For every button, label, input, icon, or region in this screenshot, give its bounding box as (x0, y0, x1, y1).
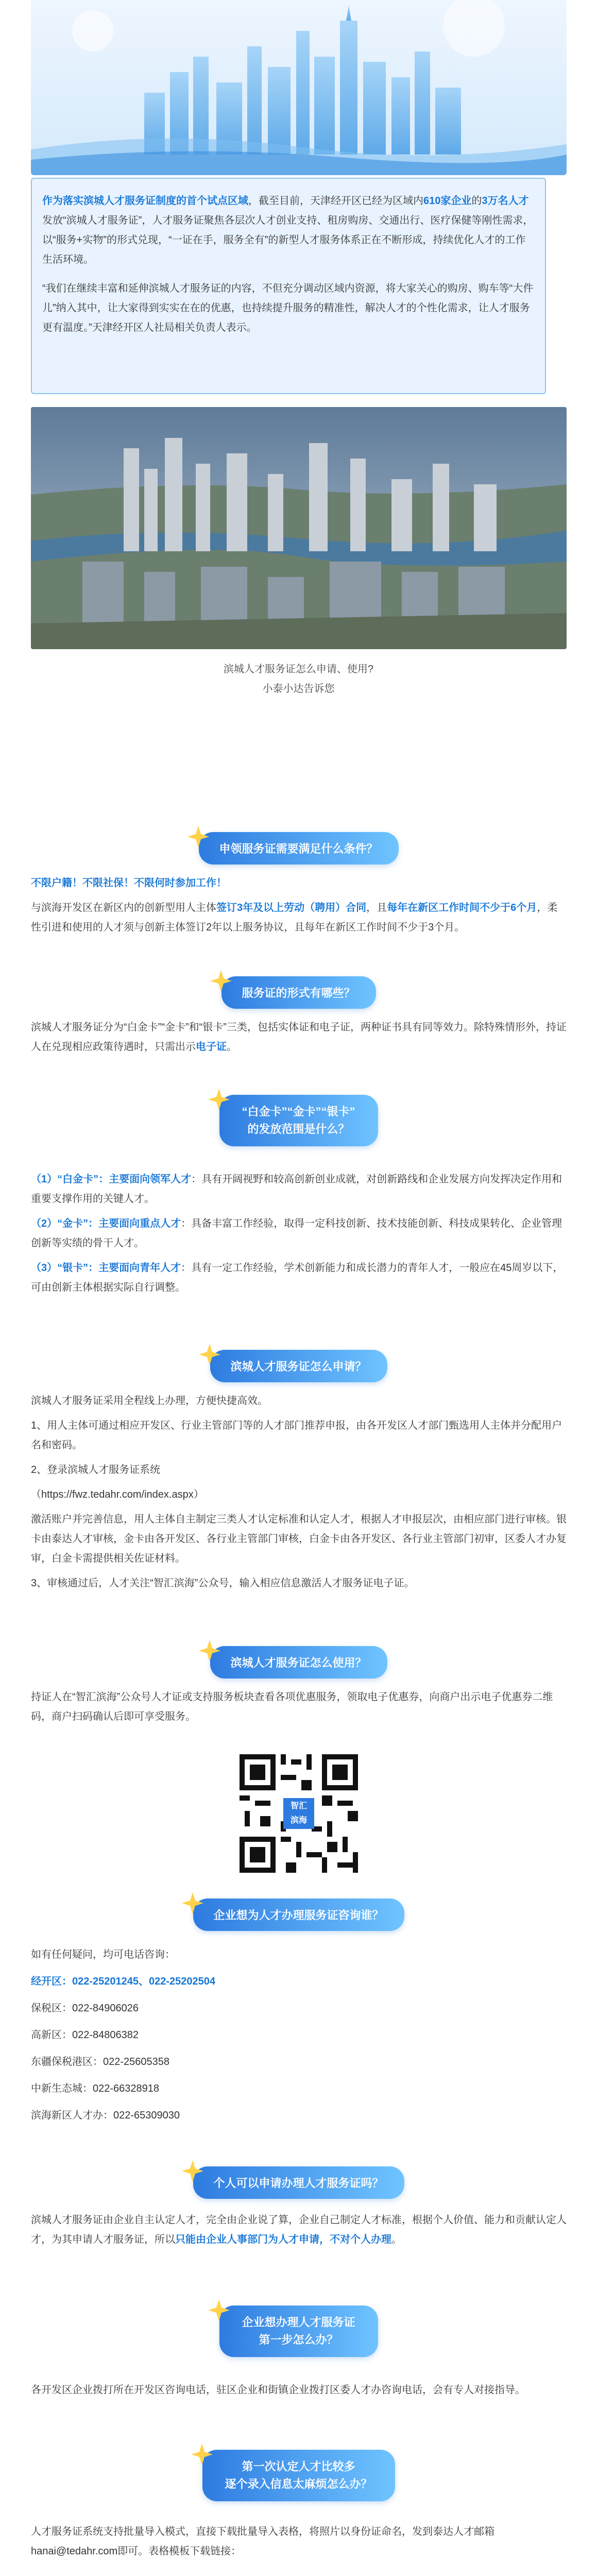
intro-box (31, 178, 546, 394)
no-restriction-line: 不限户籍！不限社保！不限何时参加工作！ (31, 877, 227, 889)
sparkle-icon (209, 969, 232, 993)
phone-line-dongjiang[interactable]: 东疆保税港区：022-25605358 (31, 2056, 170, 2067)
silver-card-item: （3）“银卡”：主要面向青年人才：具有一定工作经验，学术创新能力和成长潜力的青年人才，一般应在45周岁以下，可由创新主体根据实际自行调整。 (31, 1262, 564, 1293)
sparkle-icon (197, 1343, 221, 1366)
section-conditions-body (31, 873, 567, 942)
section-title-consult: 企业想为人才办理服务证咨询谁？ (193, 1899, 404, 1931)
section-consult-body: 如有任何疑问，均可电话咨询： 经开区：022-25201245、022-25202504 保税区：022-84906026 高新区：022-84806382 东疆保税港区：022-25605358 中新生态城：022-66328918 滨海新区人才办：022-65309030 (31, 1945, 567, 2132)
section-title-first-step: 企业想办理人才服务证 第一步怎么办？ (219, 2306, 378, 2357)
section-forms-body (31, 1018, 567, 1062)
gold-card-item: （2）“金卡”：主要面向重点人才：具备丰富工作经验，取得一定科技创新、技术技能创新、科技成果转化、企业管理创新等实绩的骨干人才。 (31, 1218, 562, 1249)
photo-caption-line-2: 小泰小达告诉您 (262, 683, 335, 694)
forms-paragraph: 滨城人才服务证分为“白金卡”“金卡”和“银卡”三类，包括实体证和电子证，两种证书具有同等效力。除特殊情形外，持证人在兑现相应政策待遇时，只需出示电子证。 (31, 1022, 567, 1053)
section-title-conditions: 申领服务证需要满足什么条件？ (198, 832, 398, 865)
header-banner (31, 0, 567, 175)
sparkle-icon (186, 825, 210, 849)
phone-line-tianjin-dev-zone[interactable]: 经开区：022-25201245、022-25202504 (31, 1976, 216, 1987)
sparkle-icon (207, 2298, 230, 2322)
section-title-apply: 滨城人才服务证怎么申请？ (210, 1350, 387, 1382)
section-first-step-body: 各开发区企业拨打所在开发区咨询电话，驻区企业和街镇企业拨打区委人才办咨询电话，会有专人对接指导。 (31, 2384, 525, 2396)
sparkle-icon (197, 1639, 221, 1663)
conditions-paragraph: 与滨海开发区在新区内的创新型用人主体签订3年及以上劳动（聘用）合同，且每年在新区工作时间不少于6个月，柔性引进和使用的人才须与创新主体签订2年以上服务协议，且每年在新区工作时间不少于3个月。 (31, 902, 558, 933)
section-title-individual: 个人可以申请办理人才服务证吗？ (193, 2166, 404, 2199)
sparkle-icon (180, 1891, 204, 1915)
intro-paragraph-2: “我们在继续丰富和延伸滨城人才服务证的内容，不但充分调动区域内资源，将大家关心的购房、购车等“大件儿”纳入其中，让大家得到实实在在的优惠，也持续提升服务的精准性，解决人才的个性化需求，让人才服务更有温度。”天津经开区人社局相关负责人表示。 (42, 283, 534, 333)
section-card-scope-body (31, 1170, 567, 1302)
section-individual-body: 滨城人才服务证由企业自主认定人才，完全由企业说了算，企业自己制定人才标准，根据个人价值、能力和贡献认定人才，为其申请人才服务证，所以只能由企业人事部门为人才申请，不对个人办理。 (31, 2214, 567, 2245)
section-usage-body: 持证人在“智汇滨海”公众号人才证或支持服务板块查看各项优惠服务，领取电子优惠券，向商户出示电子优惠券二维码，商户扫码确认后即可享受服务。 (31, 1691, 553, 1722)
system-url-link[interactable]: （https://fwz.tedahr.com/index.aspx） (31, 1489, 204, 1500)
phone-line-talent-office[interactable]: 滨海新区人才办：022-65309030 (31, 2110, 180, 2121)
section-title-usage: 滨城人才服务证怎么使用？ (210, 1646, 387, 1679)
section-title-forms: 服务证的形式有哪些？ (221, 976, 376, 1009)
sparkle-icon (207, 1088, 230, 1111)
platinum-card-item: （1）“白金卡”：主要面向领军人才：具有开阔视野和较高创新创业成就，对创新路线和企业发展方向发挥决定作用和重要支撑作用的关键人才。 (31, 1174, 562, 1205)
section-apply-body: 滨城人才服务证采用全程线上办理，方便快捷高效。 1、用人主体可通过相应开发区、行业主管部门等的人才部门推荐申报，由各开发区人才部门甄选用人主体并分配用户名和密码。 2、登录滨城人才服务证系统 （https://fwz.tedahr.com/index.aspx） 激活账户并完善信息，用人主体自主制定三类人才认定标准和认定人才，根据人才申报层次，由相应部门进行审核。银卡由泰达人才审核，金卡由各开发区、各行业主管部门审核，白金卡由各开发区、各行业主管部门初审，区委人才办复审，白金卡需提供相关佐证材料。 3、审核通过后，人才关注“智汇滨海”公众号，输入相应信息激活人才服务证电子证。 (31, 1395, 567, 1589)
phone-line-hi-tech-zone[interactable]: 高新区：022-84806382 (31, 2029, 139, 2041)
photo-caption-line-1: 滨城人才服务证怎么申请、使用? (223, 664, 374, 675)
section-title-card-scope: “白金卡”“金卡”“银卡” 的发放范围是什么？ (219, 1095, 378, 1146)
city-photo (31, 407, 567, 649)
phone-line-eco-city[interactable]: 中新生态城：022-66328918 (31, 2083, 160, 2094)
qr-center-badge: 智汇 滨海 (290, 1802, 307, 1825)
template-download-qr-code[interactable] (237, 2573, 361, 2576)
section-title-batch-import: 第一次认定人才比较多 逐个录入信息太麻烦怎么办？ (202, 2450, 395, 2501)
sparkle-icon (180, 2159, 204, 2183)
wechat-qr-code (234, 1749, 363, 1878)
sparkle-icon (190, 2443, 213, 2466)
phone-line-bonded-zone[interactable]: 保税区：022-84906026 (31, 2003, 139, 2014)
section-batch-import-body: 人才服务证系统支持批量导入模式，直接下载批量导入表格，将照片以身份证命名，发到泰达人才邮箱hanai@tedahr.com即可。表格模板下载链接： (31, 2526, 494, 2557)
intro-paragraph-1: 作为落实滨城人才服务证制度的首个试点区域，截至目前，天津经开区已经为区域内610家企业的3万名人才发放“滨城人才服务证”，人才服务证聚焦各层次人才创业支持、租房购房、交通出行、医疗保健等刚性需求，以“服务+实物”的形式兑现，“一证在手，服务全有”的新型人才服务体系正在不断形成，持续优化人才的工作生活环境。 (42, 195, 534, 265)
city-skyline-illustration (31, 0, 567, 175)
